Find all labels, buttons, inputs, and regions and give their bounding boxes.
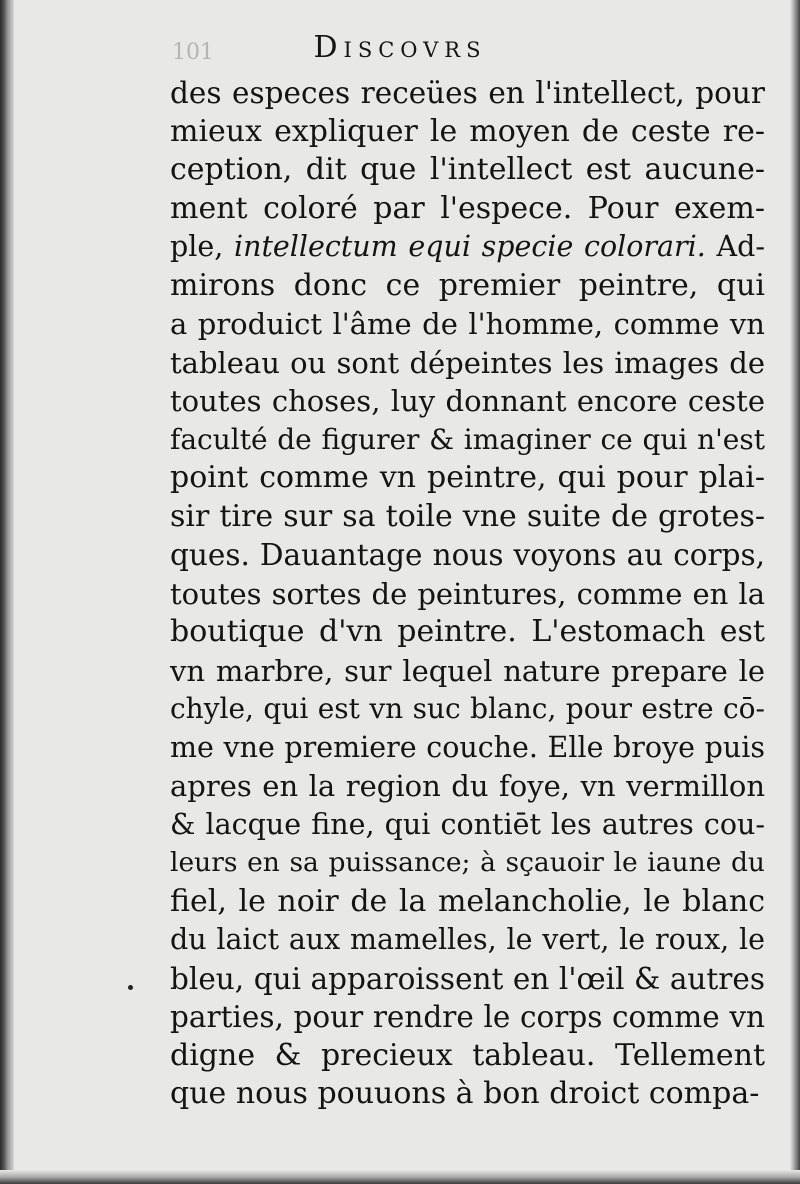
text-line: point comme vn peintre, qui pour plai- [170,460,765,495]
page-gutter-shadow [0,0,14,1184]
text-line: vn marbre, sur lequel nature prepare le [170,653,765,688]
text-line: fiel, le noir de la melancholie, le blanc [170,883,765,919]
text-span: ple, [170,230,234,263]
page-right-edge [790,0,800,1184]
text-line: toutes sortes de peintures, comme en la [170,576,765,611]
body-text [170,74,765,1114]
text-line: a produict l'âme de l'homme, comme vn [170,307,765,341]
text-line: digne & precieux tableau. Tellement [170,1037,765,1073]
page-number-bleedthrough: 101 [172,40,214,65]
page-bottom-edge [0,1170,800,1184]
ink-speck [128,985,133,990]
text-line: ception, dit que l'intellect est aucune- [170,152,765,187]
text-line: toutes choses, luy donnant encore ceste [170,384,765,418]
text-line: apres en la region du foye, vn vermillon [170,769,765,803]
text-line: mirons donc ce premier peintre, qui [170,267,765,303]
text-line: faculté de figurer & imaginer ce qui n'est [170,422,765,456]
text-line: leurs en sa puissance; à sçauoir le iaune du [170,847,765,878]
text-line: & lacque fine, qui contiēt les autres cou- [170,807,765,841]
text-line: sir tire sur sa toile vne suite de grotes- [170,498,765,534]
text-line: boutique d'vn peintre. L'estomach est [170,614,765,649]
text-line: bleu, qui apparoissent en l'œil & autres [170,961,765,996]
text-line: du laict aux mamelles, le vert, le roux, le [170,923,765,956]
text-line: que nous pouuons à bon droict compa- [170,1076,760,1111]
latin-quotation: intellectum equi specie colorari. [233,230,706,263]
running-title: Discovrs [313,30,487,65]
text-line: parties, pour rendre le corps comme vn [170,1000,765,1034]
text-line: tableau ou sont dépeintes les images de [170,345,765,380]
text-line: des especes receües en l'intellect, pour [170,76,765,110]
text-line: chyle, qui est vn suc blanc, pour estre cō- [170,692,765,725]
text-line: mieux expliquer le moyen de ceste re- [170,113,765,149]
text-line: ques. Dauantage nous voyons au corps, [170,538,765,572]
text-line: ment coloré par l'espece. Pour exem- [170,190,765,226]
text-line-italic [170,228,765,267]
text-line: me vne premiere couche. Elle broye puis [170,730,765,764]
text-span: Ad- [705,230,765,263]
